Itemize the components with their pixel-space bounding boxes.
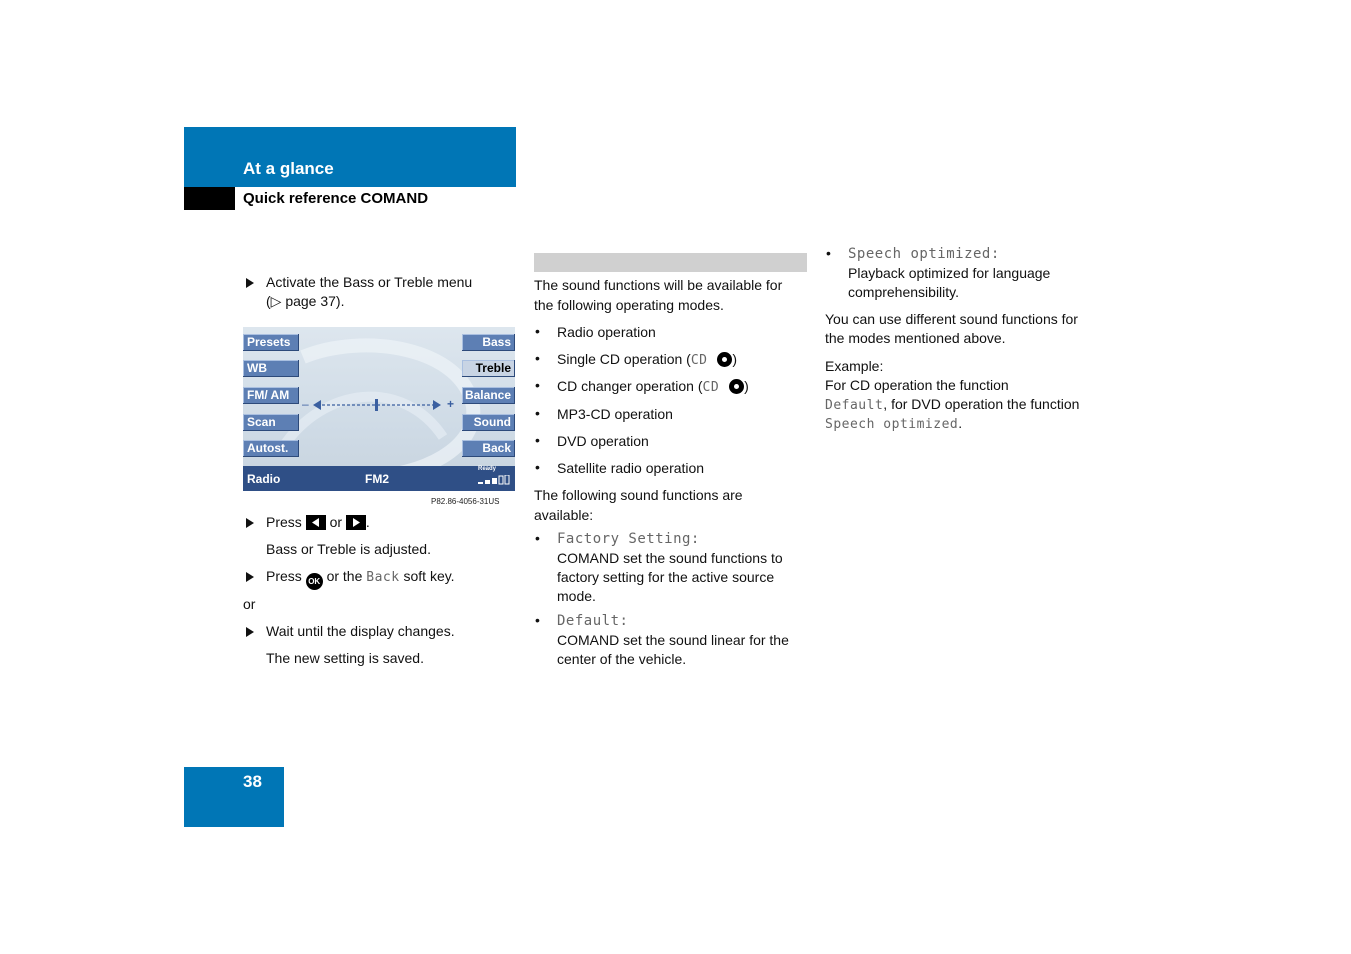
cd-disc-icon	[717, 352, 732, 367]
step-wait: Wait until the display changes.	[266, 623, 455, 639]
step-arrow-icon	[246, 627, 254, 637]
close-paren: )	[744, 378, 749, 394]
step-result-adjusted: Bass or Treble is adjusted.	[266, 541, 431, 557]
softkey-presets: Presets	[243, 334, 299, 351]
bullet-icon: •	[535, 432, 540, 448]
page-number: 38	[243, 772, 262, 791]
page-reference: (▷ page 37).	[266, 293, 345, 309]
fn-factory-desc-1: COMAND set the sound functions to	[557, 550, 783, 566]
bullet-icon: •	[535, 323, 540, 339]
bullet-icon: •	[826, 245, 831, 261]
step-result-saved: The new setting is saved.	[266, 650, 424, 666]
fn-factory-setting: Factory Setting:	[557, 531, 700, 547]
or-word: or	[329, 514, 343, 530]
mode-cd-changer	[557, 377, 749, 397]
softkey-sound: Sound	[462, 414, 515, 431]
bullet-icon: •	[535, 350, 540, 366]
intro-line-2: the following operating modes.	[534, 297, 724, 313]
comand-display-image	[243, 327, 515, 491]
page-number-box	[184, 767, 284, 827]
section-gray-bar	[534, 253, 807, 272]
status-source: Radio	[247, 472, 281, 486]
press-word: Press	[266, 568, 302, 584]
fn-speech-desc-1: Playback optimized for language	[848, 265, 1051, 281]
right-arrow-key-icon	[346, 515, 366, 530]
example-end: .	[958, 415, 963, 431]
example-line-2	[825, 395, 1079, 415]
cd-label: CD	[690, 353, 708, 368]
or-separator: or	[243, 596, 256, 612]
mode-radio: Radio operation	[557, 324, 656, 340]
example-label: Example:	[825, 358, 884, 374]
intro-line-1: The sound functions will be available for	[534, 277, 783, 293]
mode-satellite: Satellite radio operation	[557, 460, 705, 476]
bullet-icon: •	[535, 377, 540, 393]
default-function-name: Default	[825, 398, 884, 413]
step-arrow-icon	[246, 518, 254, 528]
status-bar	[243, 466, 515, 491]
mode-dvd: DVD operation	[557, 433, 649, 449]
example-line-1: For CD operation the function	[825, 377, 1009, 393]
softkey-word: soft key.	[403, 568, 455, 584]
image-reference-code: P82.86-4056-31US	[431, 497, 500, 506]
header-black-tab	[184, 187, 235, 210]
signal-strength-icon	[477, 475, 513, 485]
slider-minus: –	[302, 397, 309, 411]
treble-slider	[313, 397, 443, 413]
status-ready: Ready	[478, 466, 497, 472]
fn-default: Default:	[557, 613, 629, 629]
or-the-words: or the	[326, 568, 363, 584]
cd-changer-icon	[729, 379, 744, 394]
softkey-autost: Autost.	[243, 440, 299, 457]
softkey-treble-selected: Treble	[462, 360, 515, 377]
mode-single-cd-label: Single CD operation (	[557, 351, 691, 367]
slider-plus: +	[447, 397, 455, 411]
step-press-ok	[266, 567, 455, 590]
softkey-balance: Balance	[462, 387, 515, 404]
bullet-icon: •	[535, 530, 540, 546]
section-title: At a glance	[243, 159, 334, 178]
speech-function-name: Speech optimized	[825, 417, 959, 432]
fn-factory-desc-2: factory setting for the active source	[557, 569, 775, 585]
example-line-2-text: , for DVD operation the function	[883, 396, 1080, 412]
softkey-bass: Bass	[462, 334, 515, 351]
following-line-2: available:	[534, 507, 594, 523]
left-arrow-key-icon	[306, 515, 326, 530]
subsection-title: Quick reference COMAND	[243, 190, 429, 207]
press-word: Press	[266, 514, 302, 530]
fn-speech-optimized: Speech optimized:	[848, 246, 1000, 262]
close-paren: )	[732, 351, 738, 367]
bullet-icon: •	[535, 405, 540, 421]
back-softkey-name: Back	[366, 570, 400, 585]
bullet-icon: •	[535, 459, 540, 475]
following-line-1: The following sound functions are	[534, 487, 743, 503]
fn-default-desc-2: center of the vehicle.	[557, 651, 687, 667]
mode-cd-changer-label: CD changer operation (	[557, 378, 703, 394]
mode-mp3-cd: MP3-CD operation	[557, 406, 673, 422]
step-arrow-icon	[246, 278, 254, 288]
softkey-back: Back	[462, 440, 515, 457]
softkey-fm-am: FM/ AM	[243, 387, 299, 404]
step-arrow-icon	[246, 572, 254, 582]
fn-speech-desc-2: comprehensibility.	[848, 284, 960, 300]
bullet-icon: •	[535, 612, 540, 628]
ok-button-icon: OK	[306, 573, 323, 590]
step-press-arrows	[266, 513, 370, 532]
fn-factory-desc-3: mode.	[557, 588, 596, 604]
fn-default-desc-1: COMAND set the sound linear for the	[557, 632, 789, 648]
para-different-functions-1: You can use different sound functions for	[825, 311, 1078, 327]
cd-label: CD	[702, 380, 720, 395]
example-line-3	[825, 414, 962, 434]
para-different-functions-2: the modes mentioned above.	[825, 330, 1006, 346]
status-band: FM2	[365, 472, 389, 486]
step-activate-menu: Activate the Bass or Treble menu	[266, 274, 473, 290]
header-band	[184, 127, 516, 187]
softkey-scan: Scan	[243, 414, 299, 431]
mode-single-cd	[557, 350, 737, 370]
softkey-wb: WB	[243, 360, 299, 377]
period: .	[365, 514, 370, 530]
